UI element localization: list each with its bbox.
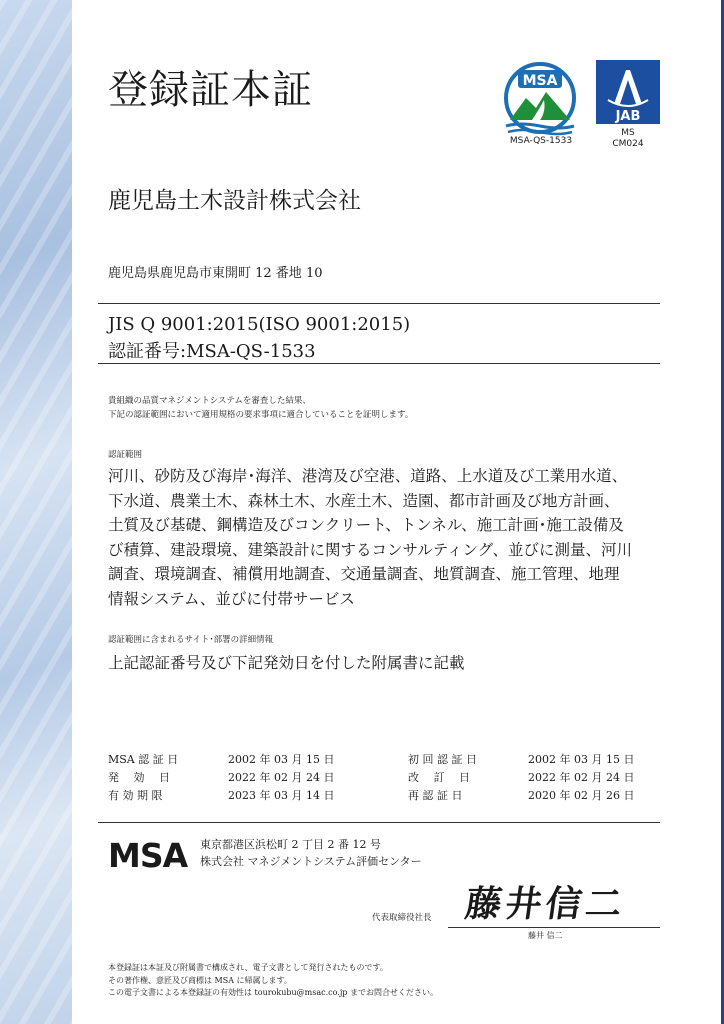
date-value: 2002 年 03 月 15 日 — [528, 753, 635, 766]
footer-line: 本登録証は本証及び附属書で構成され、電子文書として発行されたものです。 — [108, 963, 388, 972]
divider — [98, 363, 660, 364]
jab-code: CM024 — [612, 139, 644, 149]
scope-detail-text: 上記認証番号及び下記発効日を付した附属書に記載 — [108, 654, 465, 672]
company-address: 鹿児島県鹿児島市東開町 12 番地 10 — [108, 266, 323, 281]
issuer-address: 東京都港区浜松町 2 丁目 2 番 12 号 — [200, 838, 381, 851]
footer-line: この電子文書による本登録証の有効性は tourokubu@msac.co.jp までお問合せください。 — [108, 988, 438, 997]
footer-notes — [108, 962, 438, 1000]
date-value: 2020 年 02 月 26 日 — [528, 789, 635, 802]
company-name: 鹿児島土木設計株式会社 — [108, 188, 361, 214]
date-value: 2022 年 02 月 24 日 — [228, 771, 335, 784]
scope-line: 情報システム、並びに付帯サービス — [108, 589, 355, 608]
date-label: 改 訂 日 — [408, 771, 470, 784]
certificate-number: 認証番号:MSA-QS-1533 — [108, 341, 316, 362]
issuer-name: 株式会社 マネジメントシステム評価センター — [200, 855, 422, 868]
divider — [98, 303, 660, 304]
decorative-side-band — [0, 0, 72, 1024]
date-label: MSA 認 証 日 — [108, 753, 179, 766]
date-label: 発 効 日 — [108, 771, 170, 784]
jab-ms-label: MS — [621, 128, 635, 138]
scope-label: 認証範囲 — [108, 450, 143, 460]
date-value: 2022 年 02 月 24 日 — [528, 771, 635, 784]
date-row — [108, 786, 634, 804]
scope-line: 土質及び基礎、鋼構造及びコンクリート、トンネル、施工計画･施工設備及 — [108, 516, 624, 534]
date-value: 2002 年 03 月 15 日 — [228, 753, 335, 766]
signatory-name: 藤井 信二 — [528, 931, 563, 940]
signature-line — [448, 927, 660, 928]
scope-line: 河川、砂防及び海岸･海洋、港湾及び空港、道路、上水道及び工業用水道、 — [108, 467, 628, 485]
footer-line: その著作権、意匠及び商標は MSA に帰属します。 — [108, 975, 292, 985]
scope-detail-label: 認証範囲に含まれるサイト･部署の詳細情報 — [108, 635, 274, 645]
standard-line: JIS Q 9001:2015(ISO 9001:2015) — [108, 314, 411, 335]
date-label: 初 回 認 証 日 — [408, 753, 477, 766]
date-label: 再 認 証 日 — [408, 789, 463, 802]
msa-logo-code: MSA-QS-1533 — [509, 136, 573, 146]
scope-line: 調査、環境調査、補償用地調査、交通量調査、地質調査、施工管理、地理 — [108, 565, 620, 583]
date-row — [108, 750, 634, 768]
scope-line: び積算、建設環境、建築設計に関するコンサルティング、並びに測量、河川 — [108, 540, 633, 559]
scope-line: 下水道、農業土木、森林土木、水産土木、造園、都市計画及び地方計画、 — [108, 491, 620, 510]
msa-logo-text: MSA — [522, 73, 558, 89]
divider — [98, 822, 660, 823]
representative-title: 代表取締役社長 — [372, 913, 432, 923]
date-value: 2023 年 03 月 14 日 — [228, 789, 335, 802]
statement-line: 貴組織の品質マネジメントシステムを審査した結果、 — [108, 396, 311, 406]
jab-accreditation-logo-icon — [596, 60, 660, 124]
jab-logo-text: JAB — [615, 109, 641, 124]
dates-table — [108, 750, 634, 804]
signature: 藤井信二 — [462, 883, 629, 925]
date-label: 有 効 期 限 — [108, 789, 163, 802]
statement-line: 下記の認証範囲において適用規格の要求事項に適合していることを証明します。 — [108, 410, 414, 420]
date-row — [108, 768, 634, 786]
document-title: 登録証本証 — [108, 67, 313, 113]
certification-statement — [108, 394, 413, 422]
scope-text — [108, 464, 664, 611]
jab-logo-caption — [596, 128, 660, 150]
issuer-logo: MSA — [108, 836, 188, 875]
